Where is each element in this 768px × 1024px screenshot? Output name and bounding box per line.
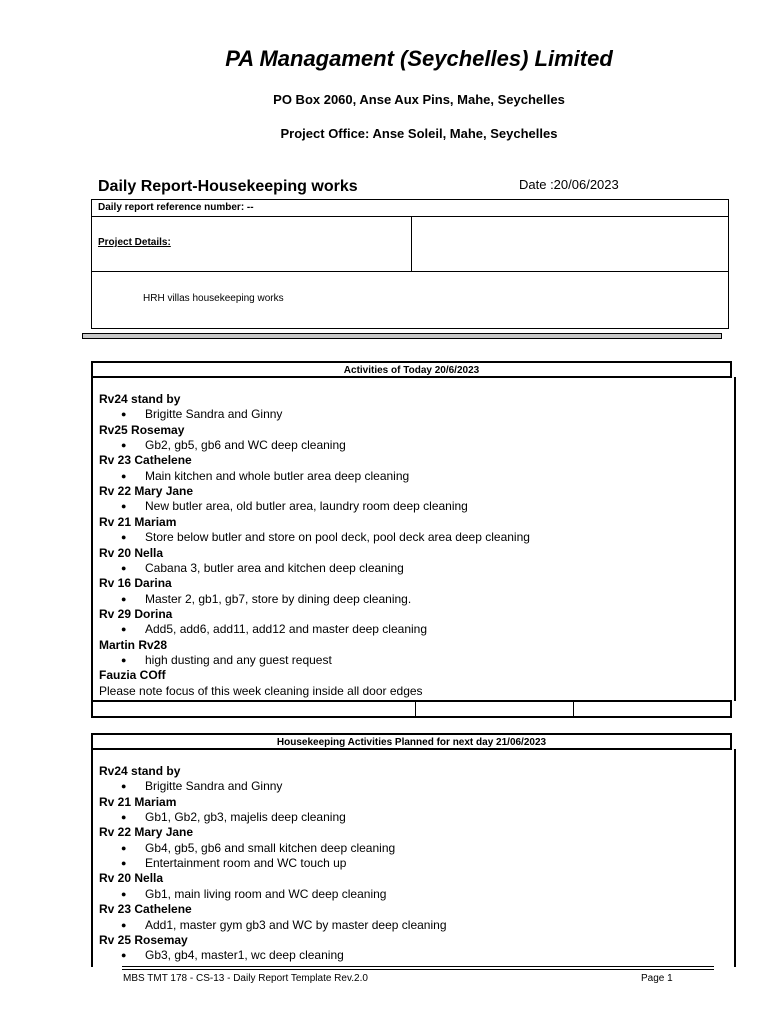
staff-entry: [99, 871, 163, 885]
line-text: Rv 22 Mary Jane: [99, 484, 194, 499]
task-item: [121, 886, 387, 901]
bullet-icon: ●: [121, 919, 127, 930]
line-text: Main kitchen and whole butler area deep cleaning: [145, 468, 410, 483]
task-item: [121, 407, 283, 422]
task-item: [121, 652, 332, 667]
bullet-icon: ●: [121, 888, 127, 899]
staff-entry: [99, 933, 188, 947]
staff-entry: [99, 392, 180, 406]
bullet-icon: ●: [121, 950, 127, 961]
line-text: Rv 22 Mary Jane: [99, 825, 194, 840]
footer-rule: [122, 969, 714, 970]
line-text: Fauzia COff: [99, 668, 166, 683]
note-text: [99, 684, 423, 698]
task-item: [121, 622, 427, 637]
bullet-icon: ●: [121, 440, 127, 451]
line-text: Rv25 Rosemay: [99, 422, 185, 437]
line-text: Add1, master gym gb3 and WC by master deep cleaning: [145, 917, 447, 932]
task-item: [121, 530, 530, 545]
line-text: Entertainment room and WC touch up: [145, 856, 347, 871]
bullet-icon: ●: [121, 812, 127, 823]
line-text: Rv 25 Rosemay: [99, 932, 188, 947]
task-item: [121, 856, 347, 871]
line-text: Rv 21 Mariam: [99, 794, 177, 809]
line-text: Rv24 stand by: [99, 764, 181, 778]
today-activities-footer-row: [91, 700, 732, 718]
bullet-icon: ●: [121, 470, 127, 481]
staff-entry: [99, 576, 172, 590]
project-office: Project Office: Anse Soleil, Mahe, Seychelles: [280, 126, 558, 141]
staff-entry: [99, 764, 180, 778]
report-title: Daily Report-Housekeeping works: [98, 178, 358, 195]
task-item: [121, 438, 346, 453]
line-text: New butler area, old butler area, laundry room deep cleaning: [145, 499, 468, 514]
line-text: Gb4, gb5, gb6 and small kitchen deep cleaning: [145, 840, 396, 855]
line-text: Rv 16 Darina: [99, 576, 172, 591]
footer-rule: [122, 966, 714, 967]
bullet-icon: ●: [121, 654, 127, 665]
line-text: Rv 20 Nella: [99, 545, 164, 560]
line-text: Rv 23 Cathelene: [99, 453, 192, 468]
staff-entry: [99, 423, 184, 437]
bullet-icon: ●: [121, 532, 127, 543]
reference-number: Daily report reference number: --: [91, 199, 729, 217]
task-item: [121, 468, 410, 483]
section-divider: [82, 333, 722, 339]
report-date: Date :20/06/2023: [519, 177, 619, 192]
bullet-icon: ●: [121, 781, 127, 792]
staff-entry: [99, 453, 192, 467]
works-description: HRH villas housekeeping works: [143, 293, 284, 304]
line-text: Gb3, gb4, master1, wc deep cleaning: [145, 948, 344, 963]
project-details-value-cell: [411, 216, 729, 272]
line-text: Martin Rv28: [99, 637, 168, 652]
task-item: [121, 591, 412, 606]
bullet-icon: ●: [121, 562, 127, 573]
line-text: Gb2, gb5, gb6 and WC deep cleaning: [145, 438, 346, 453]
line-text: high dusting and any guest request: [145, 652, 332, 667]
staff-entry: [99, 795, 176, 809]
line-text: Cabana 3, butler area and kitchen deep cleaning: [145, 560, 404, 575]
today-activities-heading: Activities of Today 20/6/2023: [91, 361, 732, 378]
task-item: [121, 499, 468, 514]
line-text: Rv24 stand by: [99, 392, 181, 406]
line-text: Gb1, Gb2, gb3, majelis deep cleaning: [145, 810, 346, 825]
line-text: Rv 20 Nella: [99, 871, 164, 886]
staff-entry: [99, 515, 176, 529]
staff-entry: [99, 902, 192, 916]
bullet-icon: ●: [121, 624, 127, 635]
staff-entry: [99, 668, 166, 682]
line-text: Rv 29 Dorina: [99, 606, 173, 621]
line-text: Store below butler and store on pool deck, pool deck area deep cleaning: [145, 530, 530, 545]
line-text: Rv 23 Cathelene: [99, 902, 192, 917]
line-text: Brigitte Sandra and Ginny: [145, 407, 283, 422]
staff-entry: [99, 825, 193, 839]
line-text: Add5, add6, add11, add12 and master deep cleaning: [145, 622, 427, 637]
bullet-icon: ●: [121, 842, 127, 853]
bullet-icon: ●: [121, 858, 127, 869]
staff-entry: [99, 638, 167, 652]
company-name: PA Managament (Seychelles) Limited: [225, 46, 613, 71]
footer-cell-divider: [573, 702, 574, 716]
footer-cell-divider: [415, 702, 416, 716]
line-text: Brigitte Sandra and Ginny: [145, 779, 283, 794]
task-item: [121, 948, 344, 963]
line-text: Please note focus of this week cleaning inside all door edges: [99, 683, 423, 698]
today-activities-body: [91, 377, 736, 701]
task-item: [121, 560, 404, 575]
line-text: Rv 21 Mariam: [99, 514, 177, 529]
task-item: [121, 810, 346, 825]
page-number: Page 1: [641, 973, 673, 984]
staff-entry: [99, 546, 163, 560]
template-reference: MBS TMT 178 - CS-13 - Daily Report Template Rev.2.0: [123, 973, 368, 984]
planned-activities-heading: Housekeeping Activities Planned for next day 21/06/2023: [91, 733, 732, 750]
bullet-icon: ●: [121, 409, 127, 420]
line-text: Master 2, gb1, gb7, store by dining deep cleaning.: [145, 591, 412, 606]
company-address: PO Box 2060, Anse Aux Pins, Mahe, Seychelles: [273, 92, 565, 107]
task-item: [121, 779, 283, 794]
bullet-icon: ●: [121, 593, 127, 604]
staff-entry: [99, 607, 172, 621]
staff-entry: [99, 484, 193, 498]
task-item: [121, 917, 447, 932]
line-text: Gb1, main living room and WC deep cleaning: [145, 886, 387, 901]
project-details-label: Project Details:: [98, 237, 171, 248]
planned-activities-body: [91, 749, 736, 967]
bullet-icon: ●: [121, 501, 127, 512]
task-item: [121, 840, 396, 855]
